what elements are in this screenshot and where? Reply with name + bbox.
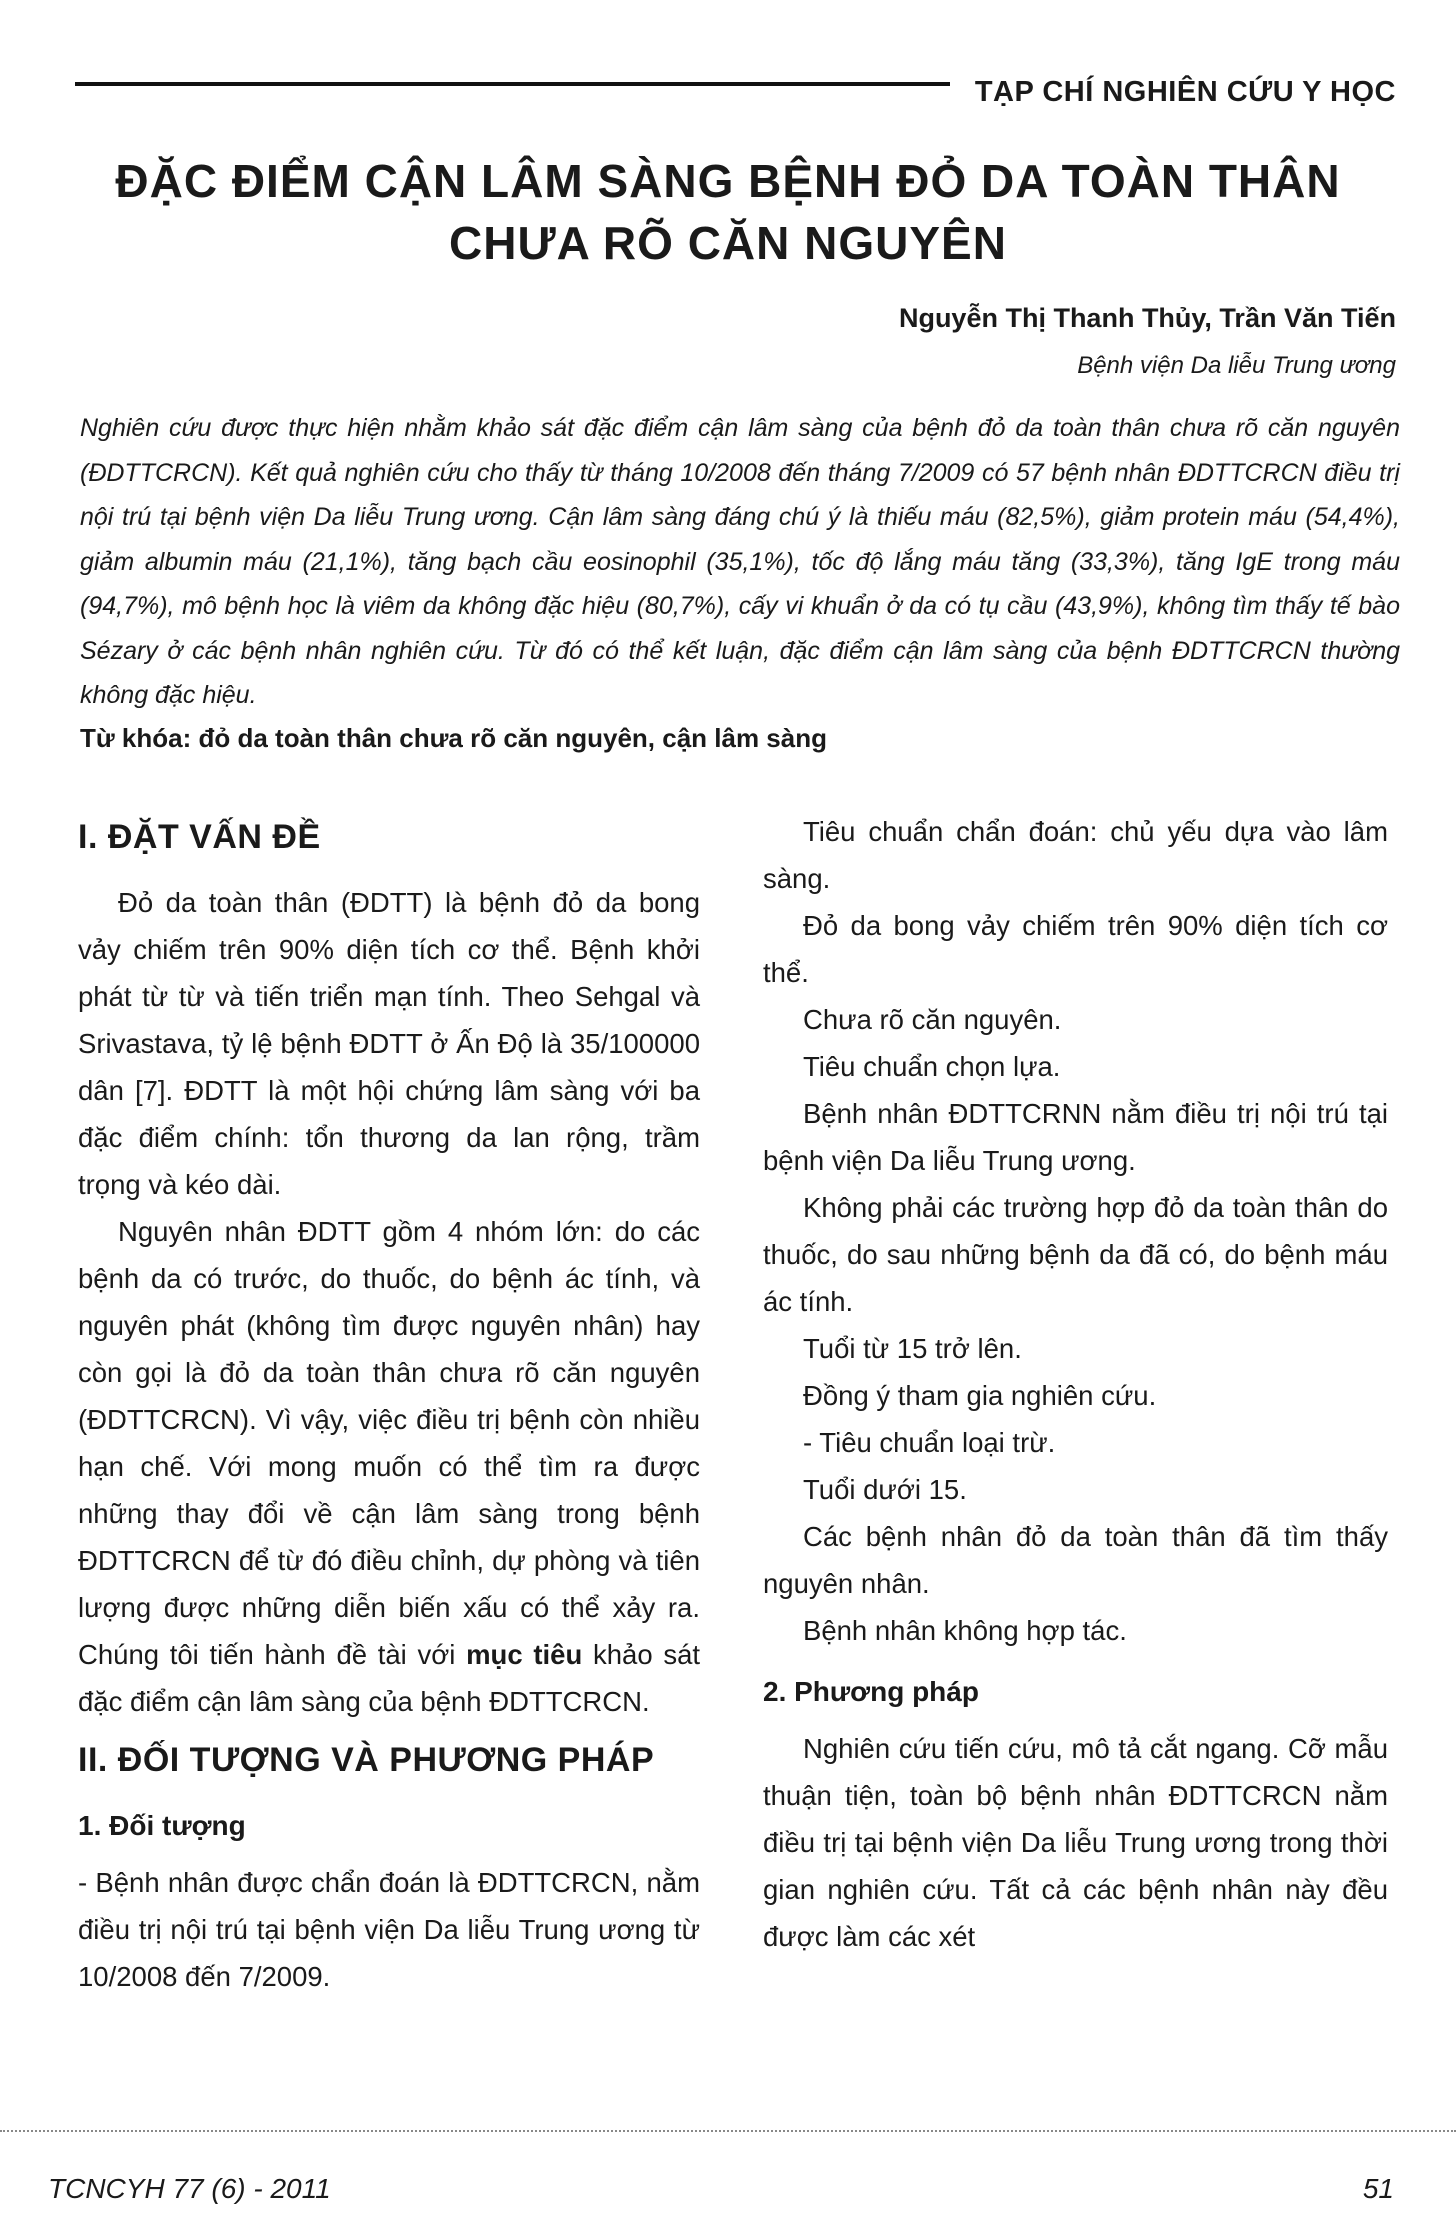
left-column	[78, 808, 700, 2000]
criteria-item: Chưa rõ căn nguyên.	[803, 1004, 1062, 1035]
intro-paragraph-2	[78, 1208, 700, 1725]
criteria-item: Đồng ý tham gia nghiên cứu.	[803, 1380, 1157, 1411]
criteria-item: Tuổi từ 15 trở lên.	[803, 1333, 1022, 1364]
criteria-item: - Tiêu chuẩn loại trừ.	[803, 1427, 1056, 1458]
criteria-item: Bệnh nhân ĐDTTCRNN nằm điều trị nội trú tại bệnh viện Da liễu Trung ương.	[763, 1098, 1388, 1176]
criteria-item: Tuổi dưới 15.	[803, 1474, 967, 1505]
header-rule	[75, 82, 950, 86]
intro-paragraph-2-text: Nguyên nhân ĐDTT gồm 4 nhóm lớn: do các bệnh da có trước, do thuốc, do bệnh ác tính, và nguyên phát (không tìm được nguyên nhân) hay còn gọi là đỏ da toàn thân chưa rõ căn nguyên (ĐDTTCRCN). Vì vậy, việc điều trị bệnh còn nhiều hạn chế. Với mong muốn có thể tìm ra được những thay đổi về cận lâm sàng trong bệnh ĐDTTCRCN để từ đó điều chỉnh, dự phòng và tiên lượng được những diễn biến xấu có thể xảy ra. Chúng tôi tiến hành đề tài với	[78, 1216, 700, 1670]
footer-rule	[0, 2130, 1456, 2133]
method-paragraph: Nghiên cứu tiến cứu, mô tả cắt ngang. Cỡ mẫu thuận tiện, toàn bộ bệnh nhân ĐDTTCRCN nằm điều trị tại bệnh viện Da liễu Trung ương trong thời gian nghiên cứu. Tất cả các bệnh nhân này đều được làm các xét	[763, 1733, 1388, 1952]
article-title	[0, 150, 1456, 274]
subjects-paragraph: - Bệnh nhân được chẩn đoán là ĐDTTCRCN, nằm điều trị nội trú tại bệnh viện Da liễu Trung ương từ 10/2008 đến 7/2009.	[78, 1867, 700, 1992]
title-line-1: ĐẶC ĐIỂM CẬN LÂM SÀNG BỆNH ĐỎ DA TOÀN THÂN	[115, 155, 1341, 207]
abstract: Nghiên cứu được thực hiện nhằm khảo sát đặc điểm cận lâm sàng của bệnh đỏ da toàn thân chưa rõ căn nguyên (ĐDTTCRCN). Kết quả nghiên cứu cho thấy từ tháng 10/2008 đến tháng 7/2009 có 57 bệnh nhân ĐDTTCRCN điều trị nội trú tại bệnh viện Da liễu Trung ương. Cận lâm sàng đáng chú ý là thiếu máu (82,5%), giảm protein máu (54,4%), giảm albumin máu (21,1%), tăng bạch cầu eosinophil (35,1%), tốc độ lắng máu tăng (33,3%), tăng IgE trong máu (94,7%), mô bệnh học là viêm da không đặc hiệu (80,7%), cấy vi khuẩn ở da có tụ cầu (43,9%), không tìm thấy tế bào Sézary ở các bệnh nhân nghiên cứu. Từ đó có thể kết luận, đặc điểm cận lâm sàng của bệnh ĐDTTCRCN thường không đặc hiệu.	[80, 414, 1400, 709]
subsection-subjects-heading: 1. Đối tượng	[78, 1810, 246, 1841]
right-column	[763, 808, 1388, 1960]
journal-name: TẠP CHÍ NGHIÊN CỨU Y HỌC	[974, 76, 1396, 108]
footer-citation: TCNCYH 77 (6) - 2011	[48, 2173, 331, 2204]
subsection-method-heading: 2. Phương pháp	[763, 1676, 979, 1707]
intro-paragraph-2-end: khảo sát đặc điểm cận lâm sàng của bệnh ĐDTTCRCN.	[78, 1639, 701, 1717]
criteria-item: Tiêu chuẩn chọn lựa.	[803, 1051, 1061, 1082]
section-2-heading: II. ĐỐI TƯỢNG VÀ PHƯƠNG PHÁP	[78, 1741, 655, 1779]
affiliation: Bệnh viện Da liễu Trung ương	[1077, 352, 1396, 379]
criteria-item: Không phải các trường hợp đỏ da toàn thân do thuốc, do sau những bệnh da đã có, do bệnh máu ác tính.	[763, 1192, 1388, 1317]
criteria-item: Tiêu chuẩn chẩn đoán: chủ yếu dựa vào lâm sàng.	[763, 816, 1388, 894]
objective-emphasis: mục tiêu	[466, 1639, 583, 1670]
criteria-item: Các bệnh nhân đỏ da toàn thân đã tìm thấy nguyên nhân.	[763, 1521, 1388, 1599]
criteria-item: Đỏ da bong vảy chiếm trên 90% diện tích cơ thể.	[763, 910, 1388, 988]
criteria-item: Bệnh nhân không hợp tác.	[803, 1615, 1127, 1646]
page-number: 51	[1362, 2173, 1394, 2204]
authors: Nguyễn Thị Thanh Thủy, Trần Văn Tiến	[898, 303, 1396, 333]
keywords: Từ khóa: đỏ da toàn thân chưa rõ căn nguyên, cận lâm sàng	[80, 723, 827, 753]
title-line-2: CHƯA RÕ CĂN NGUYÊN	[449, 217, 1007, 269]
intro-paragraph-1: Đỏ da toàn thân (ĐDTT) là bệnh đỏ da bong vảy chiếm trên 90% diện tích cơ thể. Bệnh khởi phát từ từ và tiến triển mạn tính. Theo Sehgal và Srivastava, tỷ lệ bệnh ĐDTT ở Ấn Độ là 35/100000 dân [7]. ĐDTT là một hội chứng lâm sàng với ba đặc điểm chính: tổn thương da lan rộng, trầm trọng và kéo dài.	[78, 887, 700, 1200]
section-1-heading: I. ĐẶT VẤN ĐỀ	[78, 818, 321, 856]
